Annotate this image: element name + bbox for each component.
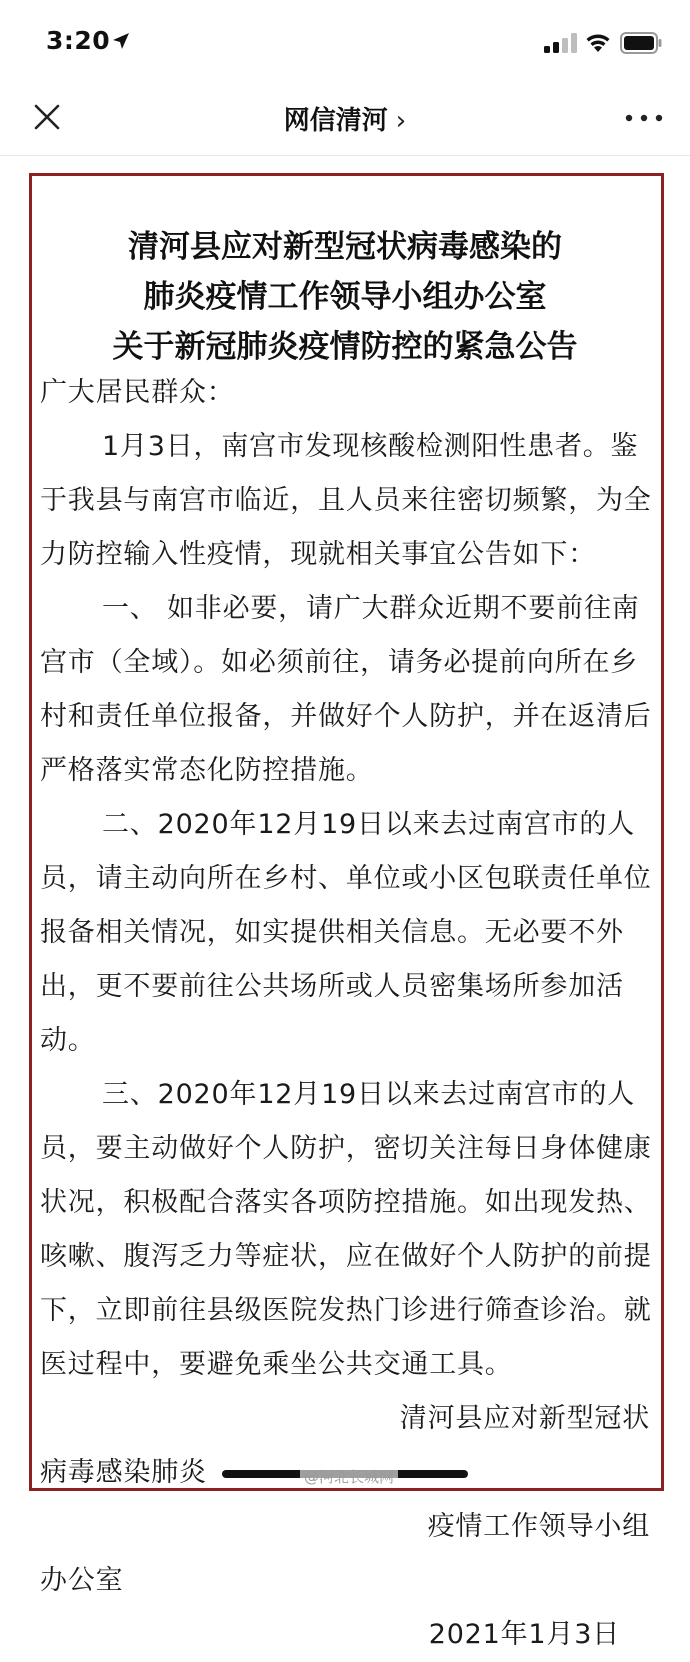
signature-line: 清河县应对新型冠状 xyxy=(399,1403,650,1434)
notice-paragraph: 二、2020年12月19日以来去过南宫市的人员，请主动向所在乡村、单位或小区包联责任单位报备相关情况，如实提供相关信息。无必要不外出，更不要前往公共场所或人员密集场所参加活动。 xyxy=(40,809,652,1056)
notice-title xyxy=(0,222,690,372)
wifi-icon xyxy=(585,31,611,53)
notice-title-line: 清河县应对新型冠状病毒感染的 xyxy=(128,229,562,265)
salutation: 广大居民群众： xyxy=(40,377,235,408)
account-title-link[interactable] xyxy=(0,100,690,137)
notice-paragraph: 一、 如非必要，请广大群众近期不要前往南宫市（全域）。如必须前往，请务必提前向所在乡村和责任单位报备，并做好个人防护，并在返清后严格落实常态化防控措施。 xyxy=(40,593,652,786)
signature-date: 2021年1月3日 xyxy=(428,1619,620,1650)
location-arrow-icon xyxy=(111,31,131,51)
notice-paragraph: 三、2020年12月19日以来去过南宫市的人员，要主动做好个人防护，密切关注每日身体健康状况，积极配合落实各项防控措施。如出现发热、咳嗽、腹泻乏力等症状，应在做好个人防护的前提下，立即前往县级医院发热门诊进行筛查诊治。就医过程中，要避免乘坐公共交通工具。 xyxy=(40,1079,652,1380)
signature-line: 办公室 xyxy=(40,1565,124,1596)
notice-title-line: 关于新冠肺炎疫情防控的紧急公告 xyxy=(112,329,578,365)
account-name: 网信清河 xyxy=(283,106,388,136)
status-bar xyxy=(0,0,690,80)
battery-icon xyxy=(620,32,662,54)
signature-line: 病毒感染肺炎 xyxy=(40,1457,207,1488)
notice-title-line: 肺炎疫情工作领导小组办公室 xyxy=(143,279,547,315)
signature-line: 疫情工作领导小组 xyxy=(427,1511,650,1542)
nav-bar xyxy=(0,80,690,156)
signal-icon xyxy=(544,33,578,53)
watermark: @河北长城网 xyxy=(300,1466,398,1487)
chevron-right-icon: › xyxy=(395,106,407,136)
more-icon[interactable] xyxy=(624,110,664,126)
status-time: 3:20 xyxy=(46,26,111,55)
notice-paragraph: 1月3日，南宫市发现核酸检测阳性患者。鉴于我县与南宫市临近，且人员来往密切频繁，为全力防控输入性疫情，现就相关事宜公告如下： xyxy=(40,431,652,570)
